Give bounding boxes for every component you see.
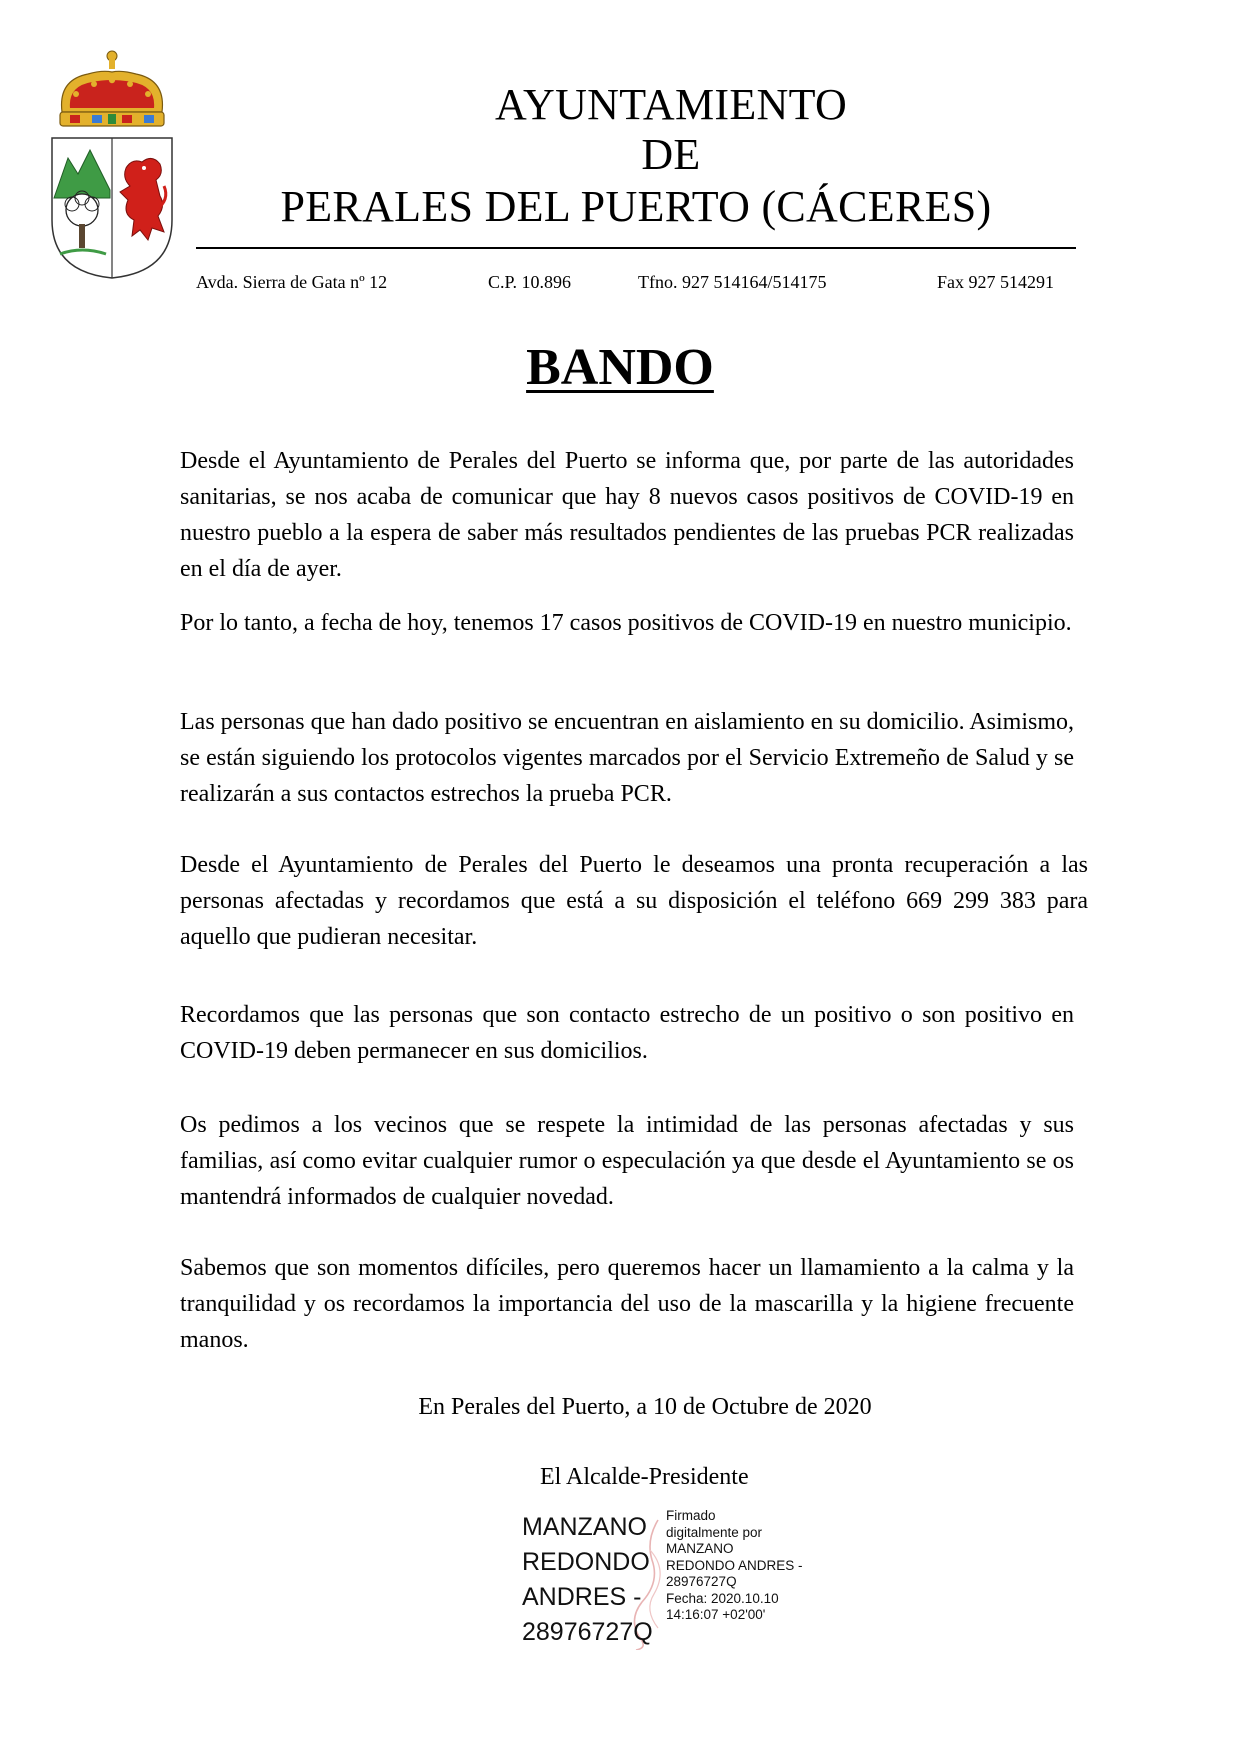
body-paragraph-4: Desde el Ayuntamiento de Perales del Puerto le deseamos una pronta recuperación a las personas afectadas y recordamos que está a su disposición el teléfono 669 299 383 para aquello que pudieran necesitar. <box>180 852 1088 950</box>
digital-signature <box>518 1500 838 1650</box>
signature-detail-line: 28976727Q <box>666 1574 737 1589</box>
body-paragraph-6: Os pedimos a los vecinos que se respete la intimidad de las personas afectadas y sus familias, así como evitar cualquier rumor o especulación ya que desde el Ayuntamiento se os mantendrá informados de cualquier novedad. <box>180 1112 1074 1210</box>
signature-detail-line: digitalmente por <box>666 1524 763 1540</box>
address-text: Avda. Sierra de Gata nº 12 <box>196 272 388 292</box>
signature-details <box>666 1508 803 1624</box>
header-title-line-3: PERALES DEL PUERTO (CÁCERES) <box>280 182 992 231</box>
header-title-line-1: AYUNTAMIENTO <box>494 80 848 129</box>
header-title-line-2: DE <box>641 130 701 179</box>
signature-name <box>522 1510 653 1650</box>
fax-text: Fax 927 514291 <box>937 272 1054 292</box>
document-title: BANDO <box>526 339 714 396</box>
signature-name-line: 28976727Q <box>522 1618 653 1646</box>
body-paragraph-3: Las personas que han dado positivo se encuentran en aislamiento en su domicilio. Asimismo, se están siguiendo los protocolos vigentes marcados por el Servicio Extremeño de Salud y se realizarán a sus contactos estrechos la prueba PCR. <box>180 709 1074 807</box>
signature-name-line: MANZANO <box>522 1513 647 1541</box>
signature-detail-line: REDONDO ANDRES - <box>666 1557 803 1573</box>
signature-detail-line: Firmado <box>666 1508 716 1523</box>
postal-code-text: C.P. 10.896 <box>488 272 572 292</box>
municipality-header <box>196 80 1076 232</box>
signature-detail-line: MANZANO <box>666 1541 734 1556</box>
coat-of-arms-icon <box>48 50 176 280</box>
body-paragraph-5: Recordamos que las personas que son contacto estrecho de un positivo o son positivo en COVID-19 deben permanecer en sus domicilios. <box>180 1002 1074 1064</box>
header-divider <box>196 247 1076 249</box>
signer-title: El Alcalde-Presidente <box>540 1464 749 1490</box>
signature-name-line: ANDRES - <box>522 1583 642 1611</box>
crown-icon <box>60 51 164 126</box>
body-paragraph-1: Desde el Ayuntamiento de Perales del Puerto se informa que, por parte de las autoridades sanitarias, se nos acaba de comunicar que hay 8 nuevos casos positivos de COVID-19 en nuestro pueblo a la espera de saber más resultados pendientes de las pruebas PCR realizadas en el día de ayer. <box>180 448 1074 582</box>
body-paragraph-7: Sabemos que son momentos difíciles, pero queremos hacer un llamamiento a la calma y la tranquilidad y os recordamos la importancia del uso de la mascarilla y la higiene frecuente manos. <box>180 1255 1074 1353</box>
signature-name-line: REDONDO <box>522 1548 650 1576</box>
body-paragraph-2: Por lo tanto, a fecha de hoy, tenemos 17 casos positivos de COVID-19 en nuestro municipio. <box>180 610 1072 636</box>
signature-detail-line: 14:16:07 +02'00' <box>666 1607 766 1622</box>
place-and-date: En Perales del Puerto, a 10 de Octubre de 2020 <box>418 1394 872 1420</box>
signature-detail-line: Fecha: 2020.10.10 <box>666 1590 779 1606</box>
phone-text: Tfno. 927 514164/514175 <box>638 272 827 292</box>
